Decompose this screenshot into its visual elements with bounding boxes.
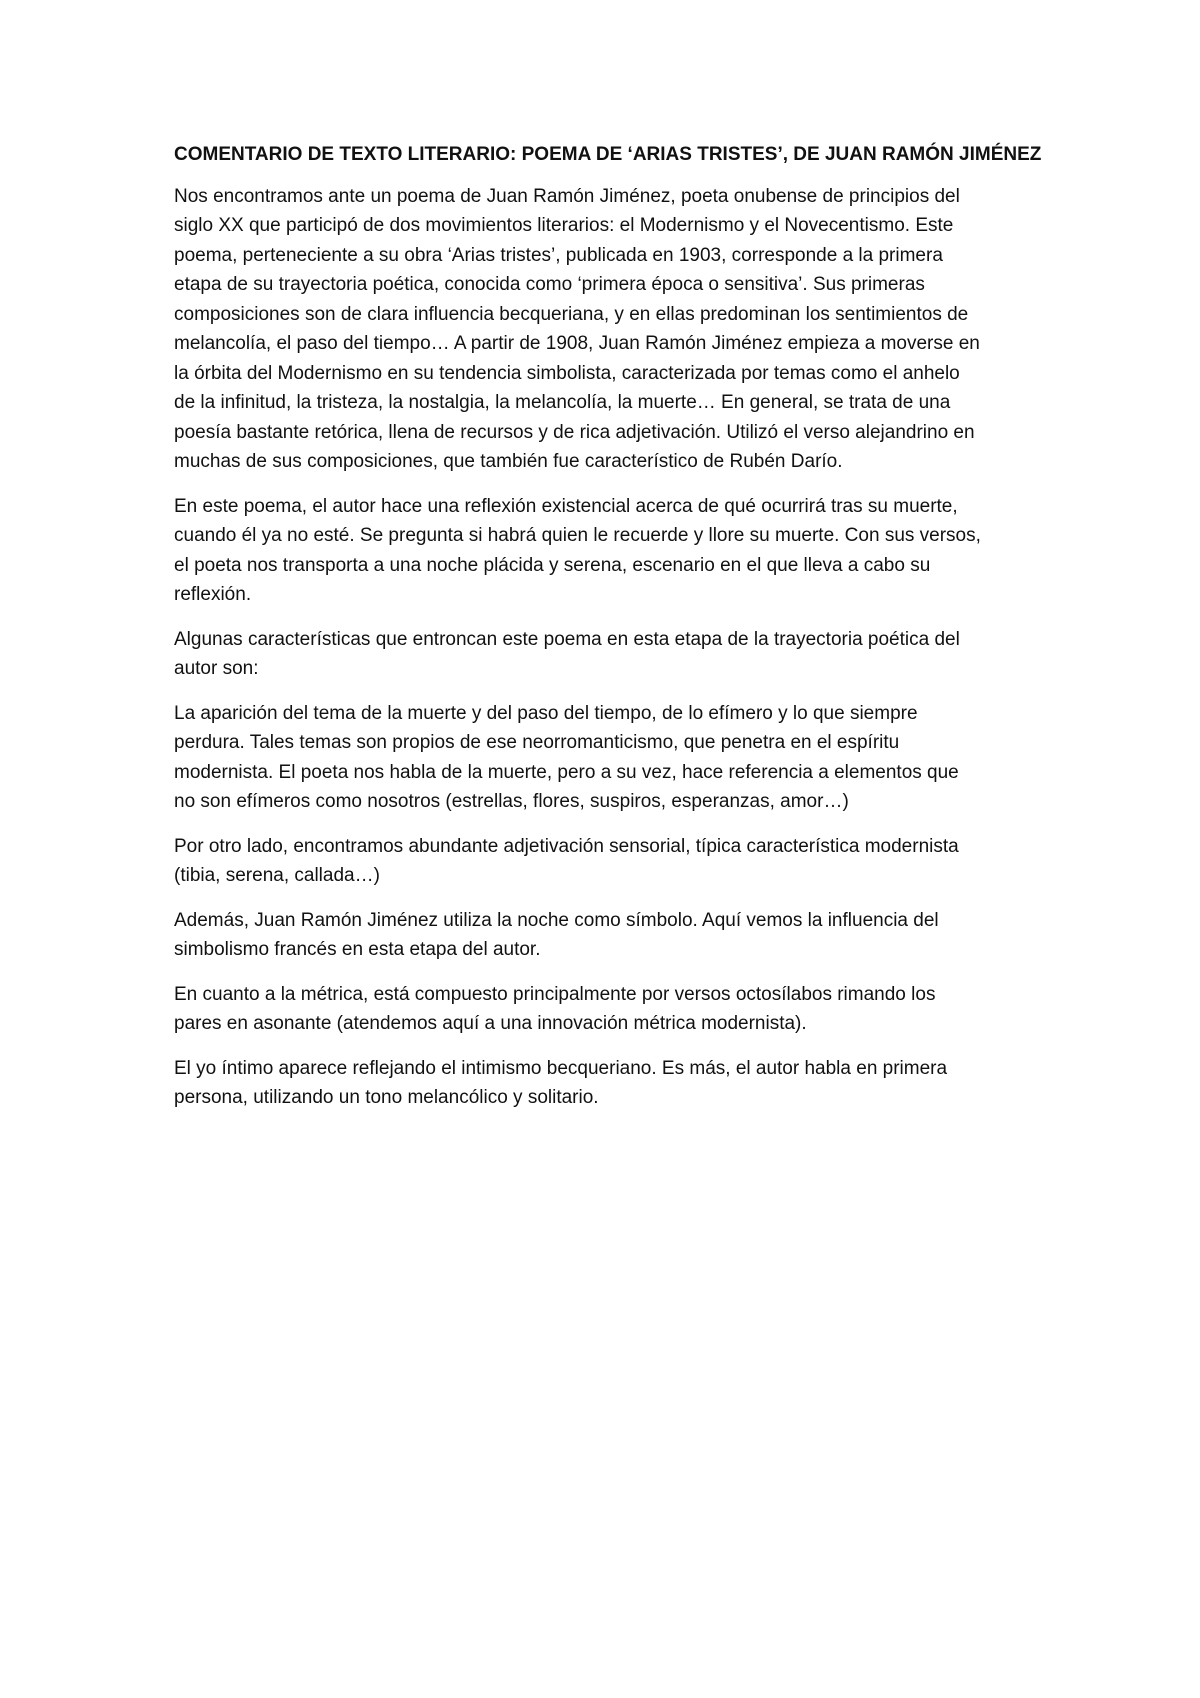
text-line: simbolismo francés en esta etapa del autor. [174,939,541,960]
text-line: la órbita del Modernismo en su tendencia simbolista, caracterizada por temas como el anhelo [174,362,960,384]
text-line: Por otro lado, encontramos abundante adjetivación sensorial, típica característica modernista [174,835,959,857]
text-line: autor son: [174,658,259,679]
text-line: no son efímeros como nosotros (estrellas, flores, suspiros, esperanzas, amor…) [174,791,849,812]
paragraph-introduction [174,182,1042,477]
text-line: melancolía, el paso del tiempo… A partir de 1908, Juan Ramón Jiménez empieza a moverse en [174,333,980,354]
text-line: de la infinitud, la tristeza, la nostalgia, la melancolía, la muerte… En general, se trata de una [174,392,951,413]
text-line: Nos encontramos ante un poema de Juan Ramón Jiménez, poeta onubense de principios del [174,185,960,207]
text-line: muchas de sus composiciones, que también fue característico de Rubén Darío. [174,451,843,472]
text-line: El yo íntimo aparece reflejando el intimismo becqueriano. Es más, el autor habla en primera [174,1057,948,1079]
text-line: composiciones son de clara influencia becqueriana, y en ellas predominan los sentimientos de [174,303,969,325]
text-line: poema, perteneciente a su obra ‘Arias tristes’, publicada en 1903, corresponde a la primera [174,244,943,266]
text-line: reflexión. [174,584,252,605]
text-line: En cuanto a la métrica, está compuesto principalmente por versos octosílabos rimando los [174,983,936,1005]
paragraph-intimacy [174,1054,1042,1113]
text-line: La aparición del tema de la muerte y del paso del tiempo, de lo efímero y lo que siempre [174,702,918,724]
text-line: perdura. Tales temas son propios de ese neorromanticismo, que penetra en el espíritu [174,732,900,753]
text-line: etapa de su trayectoria poética, conocida como ‘primera época o sensitiva’. Sus primeras [174,274,925,295]
document-page [174,140,1042,1128]
text-line: (tibia, serena, callada…) [174,865,380,886]
text-line: persona, utilizando un tono melancólico y solitario. [174,1087,599,1108]
paragraph-characteristics-intro [174,625,1042,684]
text-line: el poeta nos transporta a una noche plácida y serena, escenario en el que lleva a cabo su [174,554,931,576]
text-line: En este poema, el autor hace una reflexión existencial acerca de qué ocurrirá tras su muerte, [174,495,958,517]
paragraph-night-symbol [174,906,1042,965]
document-title: COMENTARIO DE TEXTO LITERARIO: POEMA DE ‘ARIAS TRISTES’, DE JUAN RAMÓN JIMÉNEZ [174,144,1042,165]
paragraph-adjectives [174,832,1042,891]
text-line: poesía bastante retórica, llena de recursos y de rica adjetivación. Utilizó el verso alejandrino en [174,421,975,443]
paragraph-death-time [174,699,1042,817]
text-line: modernista. El poeta nos habla de la muerte, pero a su vez, hace referencia a elementos que [174,761,959,783]
text-line: cuando él ya no esté. Se pregunta si habrá quien le recuerde y llore su muerte. Con sus versos, [174,525,981,546]
text-line: pares en asonante (atendemos aquí a una innovación métrica modernista). [174,1013,807,1034]
text-line: Algunas características que entroncan este poema en esta etapa de la trayectoria poética del [174,628,960,650]
text-line: siglo XX que participó de dos movimientos literarios: el Modernismo y el Novecentismo. Este [174,215,954,236]
paragraph-theme [174,492,1042,610]
text-line: Además, Juan Ramón Jiménez utiliza la noche como símbolo. Aquí vemos la influencia del [174,909,939,931]
paragraph-metrics [174,980,1042,1039]
